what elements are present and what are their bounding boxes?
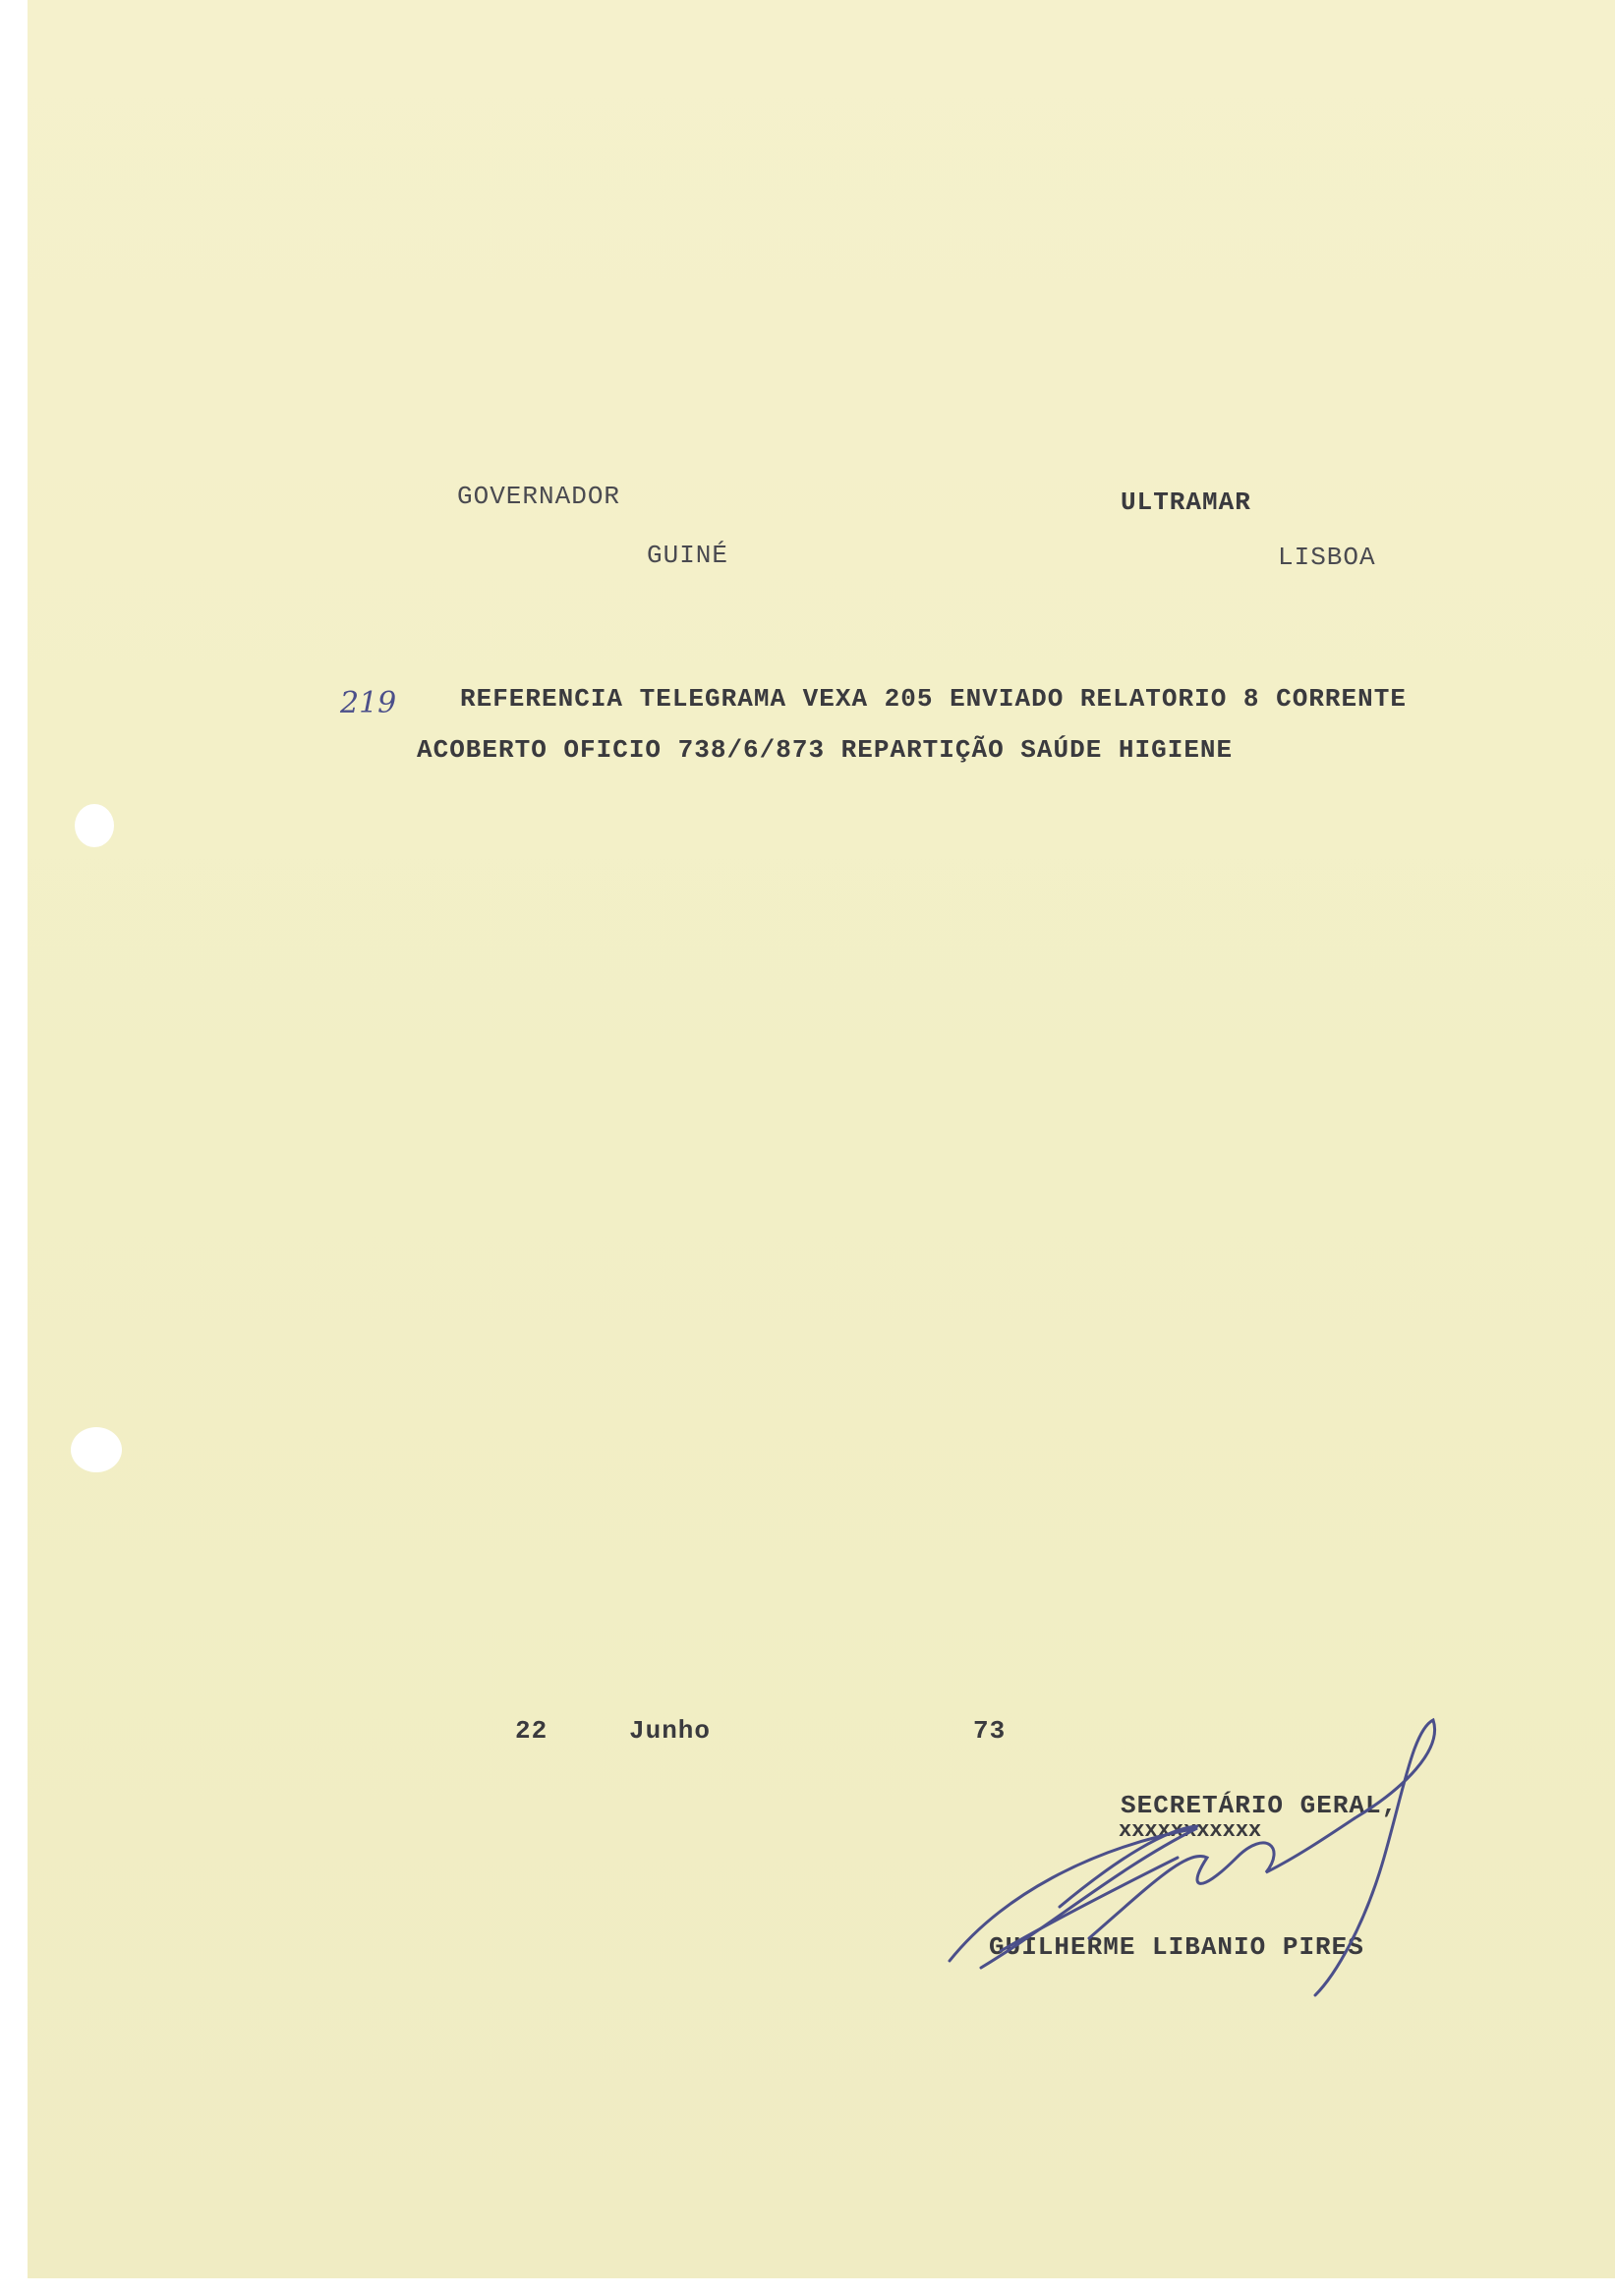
signature-stroke-3 <box>1089 1818 1355 1938</box>
date-month: Junho <box>629 1716 712 1746</box>
signatory-title: SECRETÁRIO GERAL, <box>1121 1791 1399 1820</box>
date-day: 22 <box>515 1716 548 1746</box>
punch-hole-top <box>75 804 114 847</box>
signature-stroke-1 <box>950 1828 1197 1968</box>
date-year: 73 <box>973 1716 1007 1746</box>
message-line-1: REFERENCIA TELEGRAMA VEXA 205 ENVIADO RELATORIO 8 CORRENTE <box>460 684 1407 714</box>
handwritten-signature <box>942 1710 1551 2005</box>
from-title: GOVERNADOR <box>457 482 621 511</box>
document-page <box>28 0 1615 2278</box>
crossed-out-text: xxxxxxxxxxx <box>1119 1818 1262 1843</box>
from-place: GUINÉ <box>647 541 729 570</box>
signatory-name: GUILHERME LIBANIO PIRES <box>989 1932 1364 1962</box>
message-line-2: ACOBERTO OFICIO 738/6/873 REPARTIÇÃO SAÚDE HIGIENE <box>417 735 1234 765</box>
to-title: ULTRAMAR <box>1121 488 1251 517</box>
signature-stroke-4 <box>1315 1720 1435 1995</box>
handwritten-message-number: 219 <box>340 686 397 720</box>
punch-hole-bottom <box>71 1427 122 1472</box>
to-place: LISBOA <box>1278 543 1376 572</box>
